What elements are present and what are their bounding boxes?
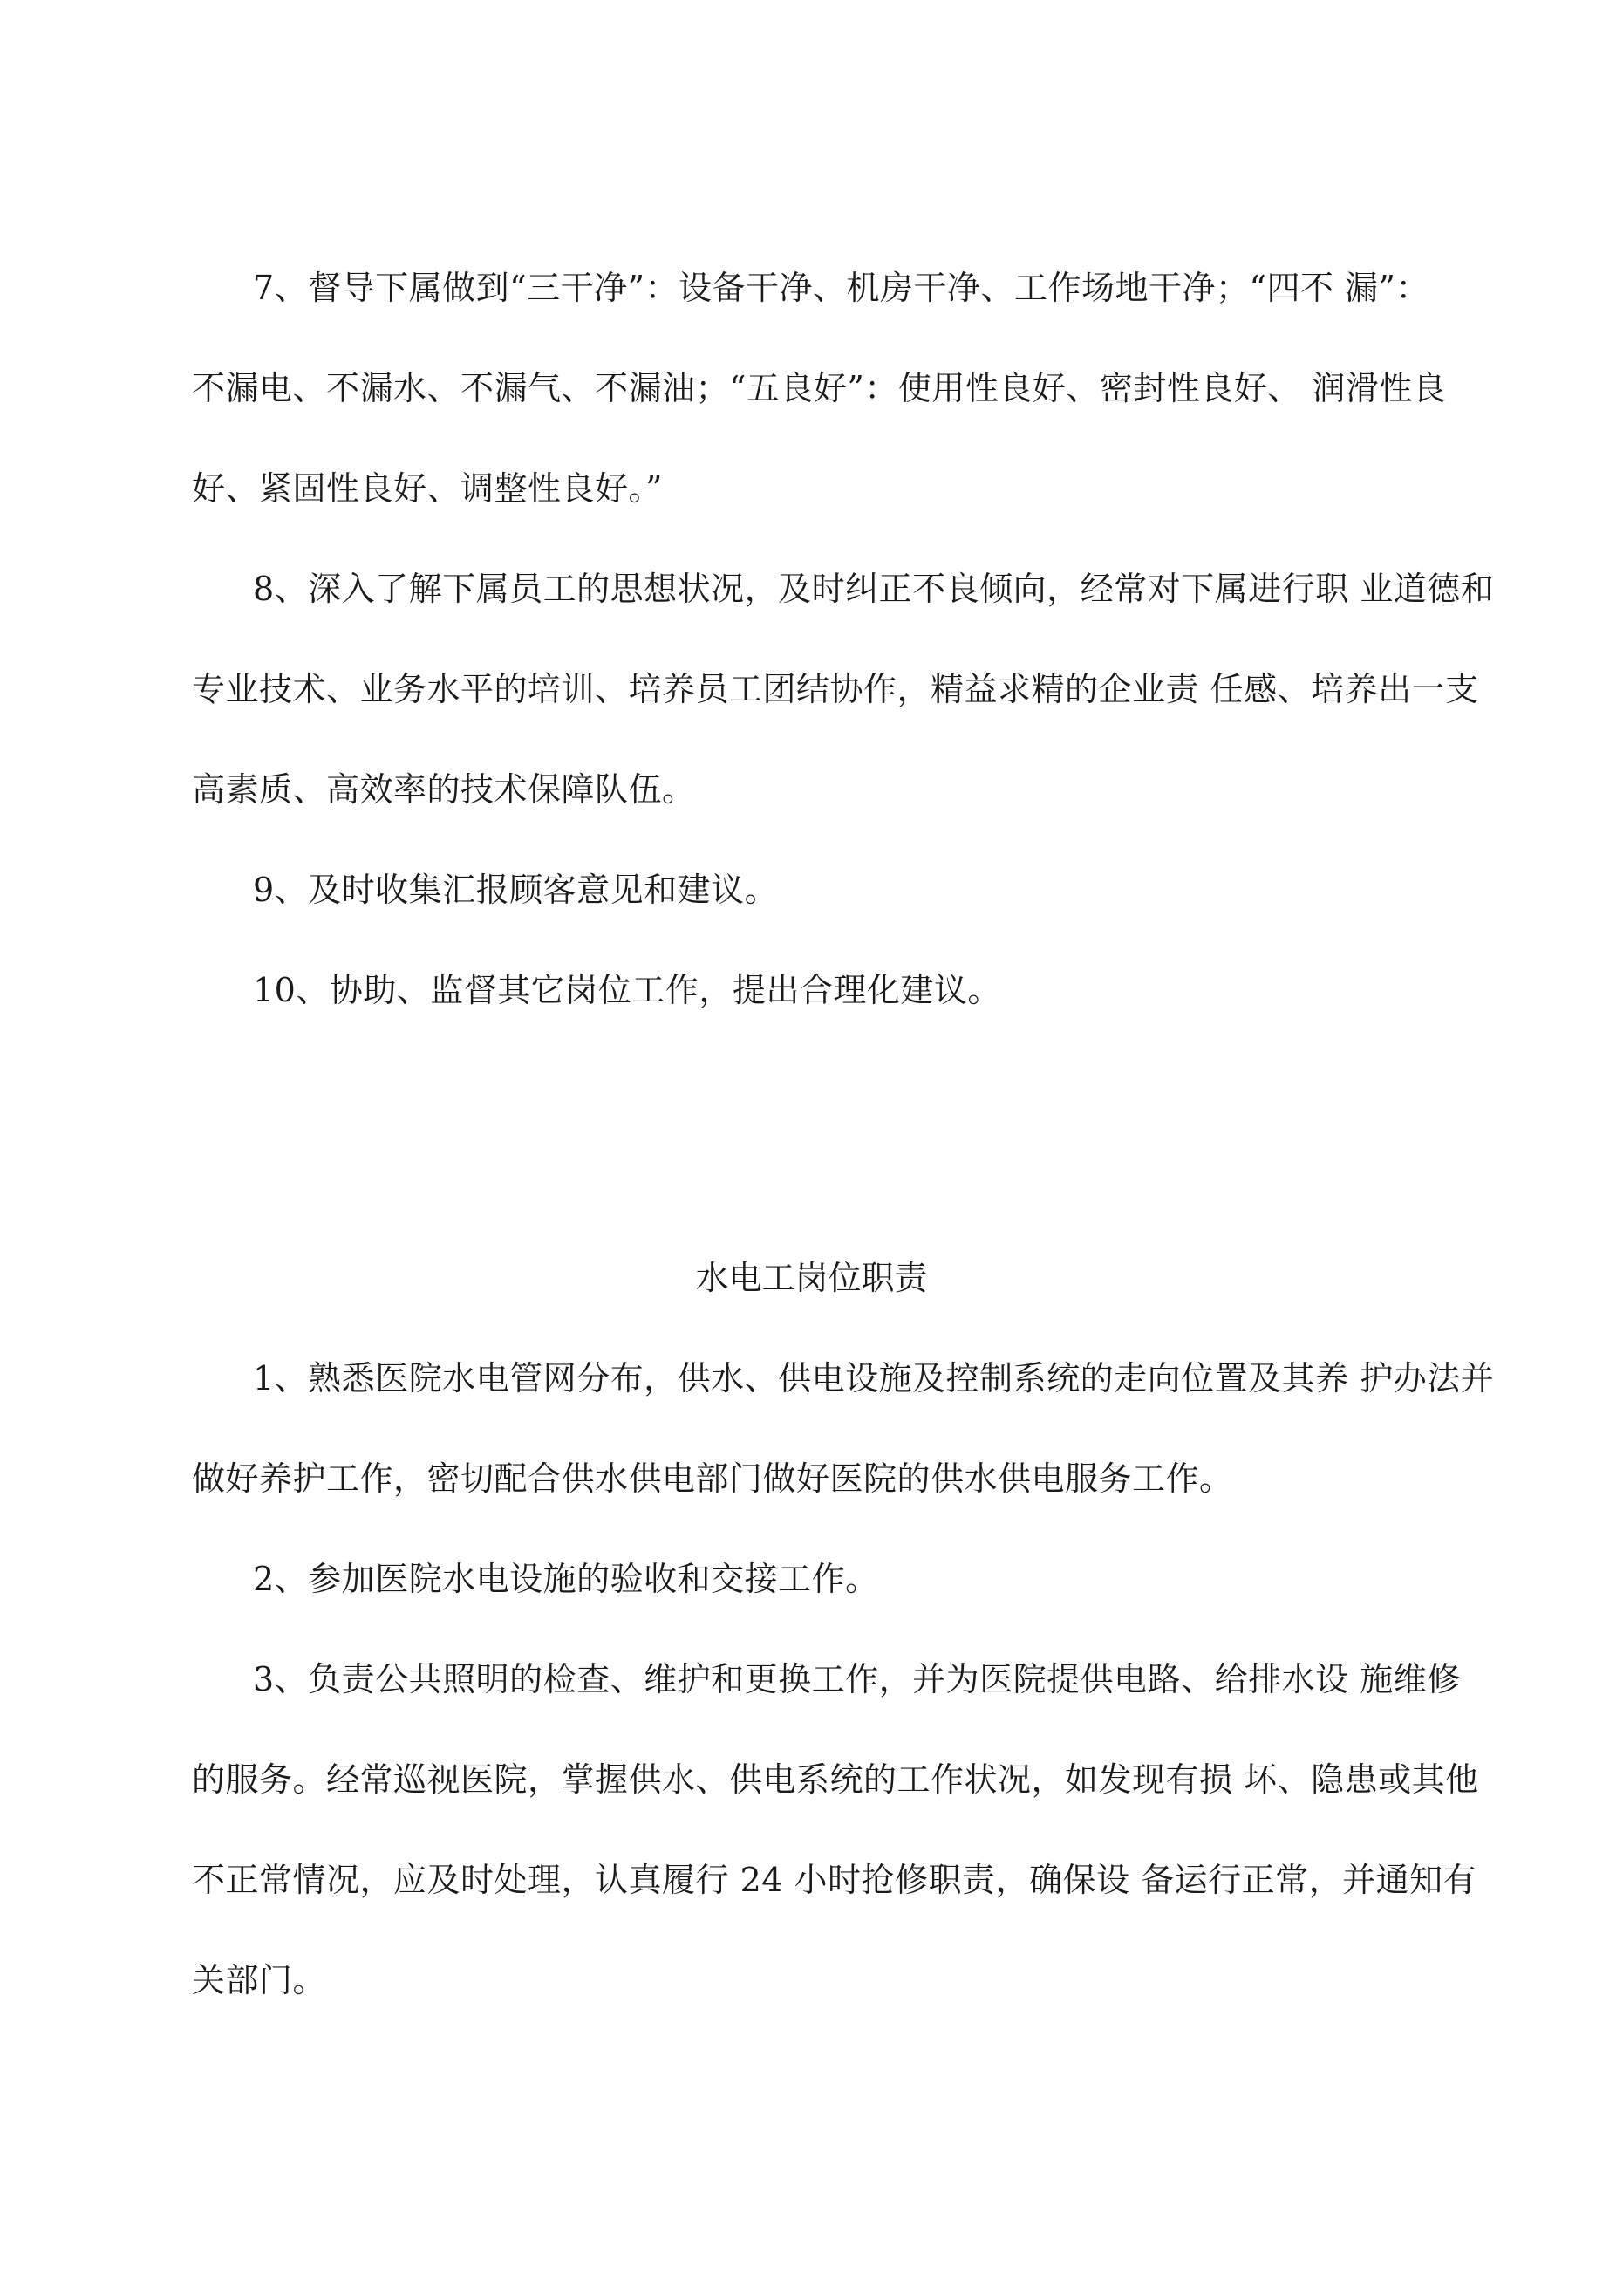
- duty-3-line-3: 不正常情况，应及时处理，认真履行 24 小时抢修职责，确保设 备运行正常，并通知有: [192, 1861, 1477, 1899]
- duty-3-line-1: 3、负责公共照明的检查、维护和更换工作，并为医院提供电路、给排水设 施维修: [253, 1660, 1461, 1698]
- duty-3-line-2: 的服务。经常巡视医院，掌握供水、供电系统的工作状况，如发现有损 坏、隐患或其他: [192, 1760, 1479, 1799]
- duty-1-line-1: 1、熟悉医院水电管网分布，供水、供电设施及控制系统的走向位置及其养 护办法并: [253, 1359, 1495, 1397]
- paragraph-10-line-1: 10、协助、监督其它岗位工作，提出合理化建议。: [253, 971, 1001, 1009]
- paragraph-8-line-1: 8、深入了解下属员工的思想状况，及时纠正不良倾向，经常对下属进行职 业道德和: [253, 570, 1495, 608]
- duty-1-line-2: 做好养护工作，密切配合供水供电部门做好医院的供水供电服务工作。: [192, 1459, 1233, 1498]
- section-title: 水电工岗位职责: [695, 1259, 928, 1297]
- duty-2-line-1: 2、参加医院水电设施的验收和交接工作。: [253, 1560, 879, 1598]
- paragraph-7-line-1: 7、督导下属做到“三干净”：设备干净、机房干净、工作场地干净；“四不 漏”：: [253, 269, 1429, 307]
- paragraph-7-line-3: 好、紧固性良好、调整性良好。”: [192, 469, 663, 508]
- paragraph-8-line-3: 高素质、高效率的技术保障队伍。: [192, 770, 696, 809]
- paragraph-7-line-2: 不漏电、不漏水、不漏气、不漏油；“五良好”：使用性良好、密封性良好、 润滑性良: [192, 369, 1447, 407]
- paragraph-9-line-1: 9、及时收集汇报顾客意见和建议。: [253, 871, 779, 909]
- paragraph-8-line-2: 专业技术、业务水平的培训、培养员工团结协作，精益求精的企业责 任感、培养出一支: [192, 670, 1479, 708]
- duty-3-line-4: 关部门。: [192, 1961, 327, 1999]
